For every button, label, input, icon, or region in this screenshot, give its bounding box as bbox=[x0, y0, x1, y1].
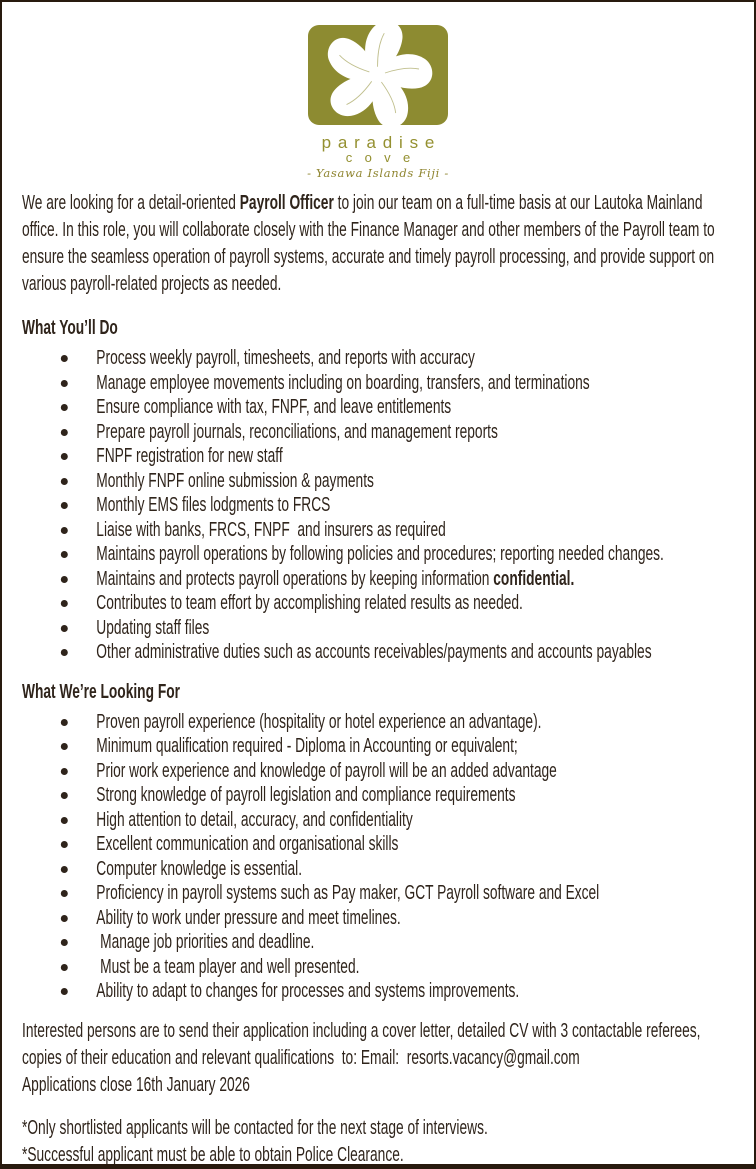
text-run: Excellent communication and organisational skills bbox=[96, 833, 399, 855]
flyer-content bbox=[22, 190, 738, 1169]
text-run: Minimum qualification required - Diploma in Accounting or equivalent; bbox=[96, 735, 518, 757]
bullet-item bbox=[22, 371, 738, 396]
bullet-item bbox=[22, 542, 738, 567]
bullet-item bbox=[22, 518, 738, 543]
text-run: Maintains payroll operations by following policies and procedures; reporting needed changes. bbox=[96, 543, 664, 565]
logo-wordmark-cove: cove bbox=[345, 150, 423, 165]
closing-deadline: Applications close 16th January 2026 bbox=[22, 1073, 250, 1096]
text-run: Must be a team player and well presented. bbox=[96, 955, 360, 978]
bullet-item bbox=[22, 616, 738, 641]
bullet-item bbox=[22, 906, 738, 931]
bullet-item bbox=[22, 420, 738, 445]
bullet-list bbox=[22, 346, 738, 665]
logo-wordmark-paradise: paradise bbox=[321, 133, 442, 152]
text-run: Prepare payroll journals, reconciliations, and management reports bbox=[96, 420, 498, 443]
bullet-item bbox=[22, 881, 738, 906]
section-heading: What We’re Looking For bbox=[22, 680, 180, 703]
text-run: Monthly FNPF online submission & payments bbox=[96, 469, 374, 492]
text-run: Strong knowledge of payroll legislation and compliance requirements bbox=[96, 784, 516, 806]
logo-tagline: - Yasawa Islands Fiji - bbox=[307, 166, 449, 180]
section-heading: What You’ll Do bbox=[22, 317, 118, 339]
closing-paragraph bbox=[22, 1018, 738, 1072]
bullet-item bbox=[22, 808, 738, 833]
text-run: Prior work experience and knowledge of payroll will be an added advantage bbox=[96, 759, 557, 782]
text-run: Proficiency in payroll systems such as Pay maker, GCT Payroll software and Excel bbox=[96, 882, 600, 904]
bullet-item bbox=[22, 832, 738, 857]
bullet-item bbox=[22, 591, 738, 616]
bullet-item bbox=[22, 567, 738, 592]
bullet-item bbox=[22, 955, 738, 980]
bullet-item bbox=[22, 493, 738, 518]
text-run: Updating staff files bbox=[96, 616, 210, 639]
intro-paragraph bbox=[22, 190, 738, 298]
text-run: Manage job priorities and deadline. bbox=[96, 931, 315, 953]
bullet-item bbox=[22, 444, 738, 469]
footnote-line: *Only shortlisted applicants will be contacted for the next stage of interviews. bbox=[22, 1116, 488, 1139]
bullet-list bbox=[22, 710, 738, 1004]
sections-container bbox=[22, 315, 738, 1004]
bullet-item bbox=[22, 734, 738, 759]
bullet-item bbox=[22, 783, 738, 808]
text-run: Ensure compliance with tax, FNPF, and leave entitlements bbox=[96, 396, 452, 418]
text-run: FNPF registration for new staff bbox=[96, 445, 283, 467]
text-run: Other administrative duties such as accounts receivables/payments and accounts payables bbox=[96, 641, 652, 663]
bullet-item bbox=[22, 979, 738, 1004]
text-run: Proven payroll experience (hospitality or hotel experience an advantage). bbox=[96, 710, 542, 733]
text-run: Computer knowledge is essential. bbox=[96, 857, 303, 880]
bold-text: Payroll Officer bbox=[239, 192, 334, 214]
footnotes bbox=[22, 1115, 738, 1169]
text-run: High attention to detail, accuracy, and confidentiality bbox=[96, 808, 413, 831]
text-run: Process weekly payroll, timesheets, and reports with accuracy bbox=[96, 347, 475, 369]
text-run: to join our team on a full-time basis at our Lautoka Mainland office. In this role, you will collaborate closely with the Finance Manager and other members of the Payroll team to ensure the seamless operation of payroll systems, accurate and timely payroll processing, and provide support on various payroll-related projects as needed. bbox=[22, 192, 719, 295]
bullet-item bbox=[22, 640, 738, 665]
text-run: Maintains and protects payroll operations by keeping information bbox=[96, 567, 494, 590]
text-run: Interested persons are to send their application including a cover letter, detailed CV with 3 contactable referees, copies of their education and relevant qualifications to: Email: bbox=[22, 1019, 705, 1069]
bullet-item bbox=[22, 346, 738, 371]
email-address: resorts.vacancy@gmail.com bbox=[406, 1046, 580, 1069]
bullet-item bbox=[22, 759, 738, 784]
text-run: We are looking for a detail-oriented bbox=[22, 192, 240, 214]
bold-text: confidential. bbox=[493, 567, 575, 590]
bullet-item bbox=[22, 857, 738, 882]
text-run: Monthly EMS files lodgments to FRCS bbox=[96, 494, 331, 516]
footnote-line: *Successful applicant must be able to obtain Police Clearance. bbox=[22, 1143, 404, 1166]
bullet-item bbox=[22, 469, 738, 494]
text-run: Manage employee movements including on boarding, transfers, and terminations bbox=[96, 371, 590, 394]
bullet-item bbox=[22, 930, 738, 955]
text-run: Liaise with banks, FRCS, FNPF and insurers as required bbox=[96, 518, 446, 541]
bullet-item bbox=[22, 710, 738, 735]
text-run: Ability to adapt to changes for processes and systems improvements. bbox=[96, 980, 520, 1002]
paradise-cove-logo bbox=[283, 20, 473, 180]
text-run: Ability to work under pressure and meet timelines. bbox=[96, 906, 401, 929]
text-run: Contributes to team effort by accomplishing related results as needed. bbox=[96, 592, 523, 614]
bullet-item bbox=[22, 395, 738, 420]
frangipani-flower-icon bbox=[293, 20, 463, 133]
